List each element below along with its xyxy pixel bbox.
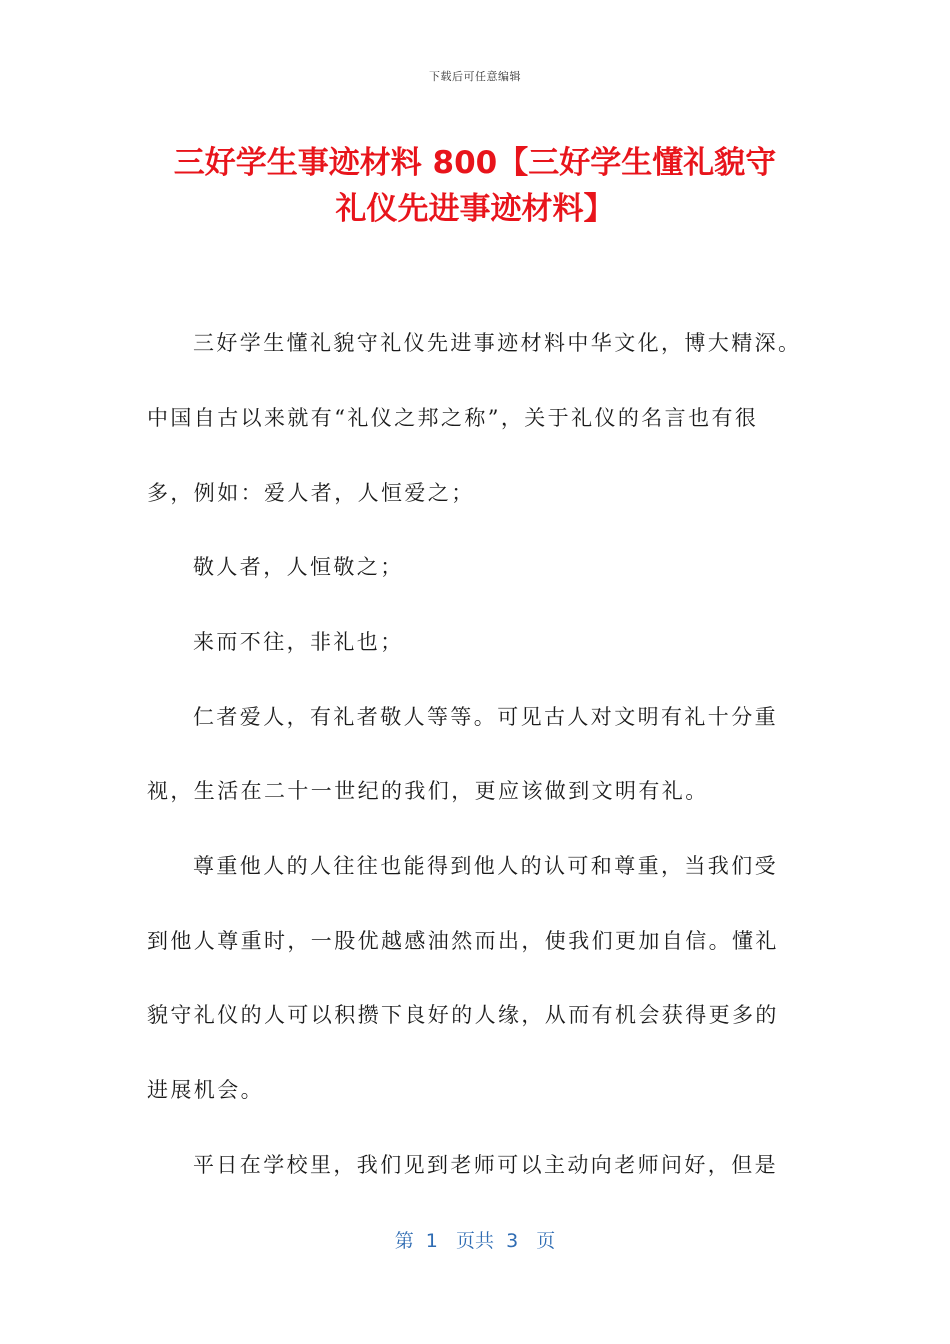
- body-line: 貌守礼仪的人可以积攒下良好的人缘，从而有机会获得更多的: [147, 1003, 779, 1027]
- header-note: 下载后可任意编辑: [429, 70, 521, 83]
- body-line: 到他人尊重时，一股优越感油然而出，使我们更加自信。懂礼: [147, 929, 779, 953]
- body-line: 仁者爱人，有礼者敬人等等。可见古人对文明有礼十分重: [193, 705, 778, 729]
- body-line: 视，生活在二十一世纪的我们，更应该做到文明有礼。: [147, 779, 709, 803]
- body-line: 中国自古以来就有“礼仪之邦之称”，关于礼仪的名言也有很: [147, 406, 759, 430]
- body-line: 进展机会。: [147, 1078, 264, 1102]
- body-line: 多，例如：爱人者，人恒爱之；: [147, 481, 475, 505]
- body-line: 三好学生懂礼貌守礼仪先进事迹材料中华文化，博大精深。: [193, 331, 802, 355]
- body-line: 敬人者，人恒敬之；: [193, 555, 404, 579]
- body-line: 来而不往，非礼也；: [193, 630, 404, 654]
- document-title: [130, 140, 820, 232]
- title-line-1: 三好学生事迹材料 800【三好学生懂礼貌守: [173, 145, 777, 181]
- title-line-2: 礼仪先进事迹材料】: [335, 191, 615, 227]
- body-line: 平日在学校里，我们见到老师可以主动向老师问好，但是: [193, 1153, 778, 1177]
- body-line: 尊重他人的人往往也能得到他人的认可和尊重，当我们受: [193, 854, 778, 878]
- page-number-footer: 第 1 页共 3 页: [394, 1230, 556, 1252]
